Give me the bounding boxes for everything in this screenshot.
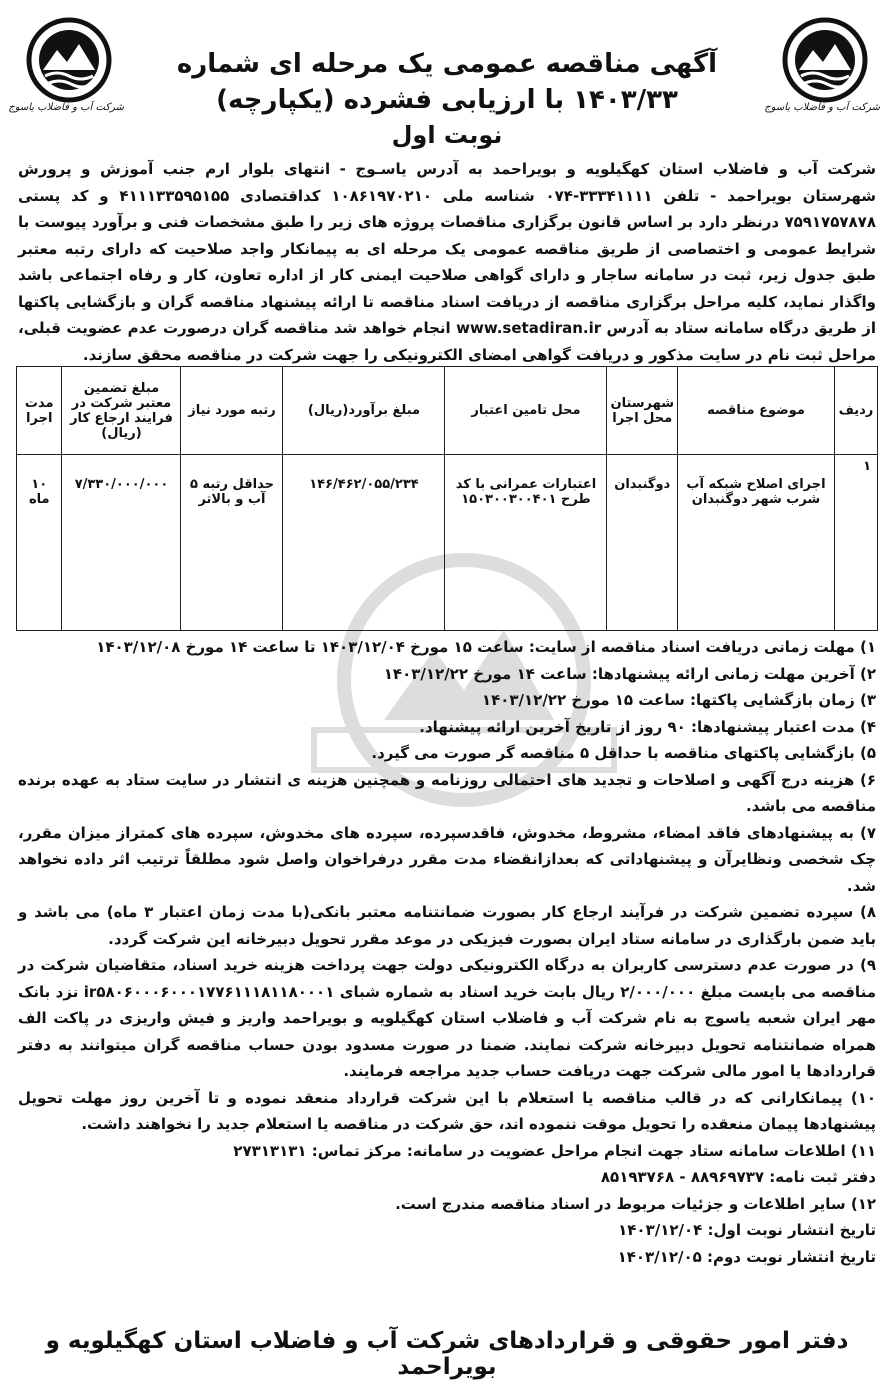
cell-duration: ۱۰ ماه [17, 455, 62, 631]
col-header-guarantee: مبلغ تضمین معتبر شرکت در فرایند ارجاع کار (ریال) [62, 367, 181, 455]
notice-subtitle: نوبت اول [391, 121, 503, 149]
term-item-2: ۲) آخرین مهلت زمانی ارائه پیشنهادها: ساعت ۱۴ مورخ ۱۴۰۳/۱۲/۲۲ [383, 664, 876, 683]
publish-date-second: تاریخ انتشار نوبت دوم: ۱۴۰۳/۱۲/۰۵ [617, 1247, 876, 1266]
term-item-7: ۷) به پیشنهادهای فاقد امضاء، مشروط، مخدوش، فاقدسپرده، سپرده های مخدوش، سپرده های کمتراز میزان مقرر، چک شخصی ونظایرآن و پیشنهاداتی که بعدازانقضاء مدت مقرر درفراخوان واصل شود مطلقاً ترتیب اثر داده نخواهد شد. [18, 823, 876, 895]
term-item-9: ۹) در صورت عدم دسترسی کاربران به درگاه الکترونیکی دولت جهت پرداخت هزینه خرید اسناد، متقاضیان شرکت در مناقصه می بایست مبلغ ۲/۰۰۰/۰۰۰ ریال بابت خرید اسناد به شماره شبای ir۵۸۰۶۰۰۰۶۰۰۰۱۷۷۶۱۱۱۸۱۱۸۰۰۰۱ نزد بانک مهر ایران شعبه یاسوج به نام شرکت آب و فاضلاب استان کهگیلویه و بویراحمد واریز و فیش واریزی در پاکت الف همراه ضمانتنامه تحویل دبیرخانه شرکت نمایند. ضمنا در صورت مسدود بودن حساب مناقصه گران میتوانند به دفتر قراردادها یا امور مالی شرکت جهت دریافت حساب جدید مراجعه فرمایند. [18, 956, 876, 1080]
term-item-1: ۱) مهلت زمانی دریافت اسناد مناقصه از سایت: ساعت ۱۵ مورخ ۱۴۰۳/۱۲/۰۴ تا ساعت ۱۴ مورخ ۱۴۰۳/۱۲/۰۸ [96, 638, 876, 656]
logo-caption: شرکت آب و فاضلاب یاسوج [764, 102, 880, 113]
cell-row-number: ۱ [835, 455, 878, 631]
term-item-11: ۱۱) اطلاعات سامانه ستاد جهت انجام مراحل عضویت در سامانه: مرکز تماس: ۲۷۳۱۳۱۳۱ [233, 1141, 876, 1160]
notice-header [134, 46, 760, 152]
col-header-row: ردیف [835, 367, 878, 455]
col-header-subject: موضوع مناقصه [678, 367, 835, 455]
col-header-duration: مدت اجرا [17, 367, 62, 455]
intro-text-part2: انجام خواهد شد مناقصه گران درصورت عدم عضویت قبلی، مراحل ثبت نام در سایت مذکور و دریافت گواهی امضای الکترونیکی را جهت شرکت در مناقصه محقق سازند. [18, 319, 876, 364]
col-header-county: شهرستان محل اجرا [607, 367, 678, 455]
cell-estimate: ۱۴۶/۴۶۲/۰۵۵/۲۳۴ [283, 455, 445, 631]
water-drop-logo-icon [21, 14, 117, 106]
website-link[interactable]: www.setadiran.ir [456, 319, 602, 337]
footer-signature: دفتر امور حقوقی و قراردادهای شرکت آب و فاضلاب استان کهگیلویه و بویراحمد [45, 1328, 849, 1380]
term-item-12: ۱۲) سایر اطلاعات و جزئیات مربوط در اسناد مناقصه مندرج است. [395, 1194, 876, 1213]
col-header-funding: محل تامین اعتبار [445, 367, 607, 455]
cell-subject: اجرای اصلاح شبکه آب شرب شهر دوگنبدان [678, 455, 835, 631]
company-logo-left [8, 14, 124, 126]
col-header-estimate: مبلغ برآورد(ریال) [283, 367, 445, 455]
intro-paragraph [18, 156, 876, 368]
water-drop-logo-icon [777, 14, 873, 106]
tender-notice-page [8, 10, 880, 1380]
cell-guarantee: ۷/۳۳۰/۰۰۰/۰۰۰ [62, 455, 181, 631]
table-header-row [17, 367, 878, 455]
intro-text-part1: شرکت آب و فاضلاب استان کهگیلویه و بویراحمد به آدرس یاسـوج - انتهای بلوار ارم جنب آموزش و پرورش شهرستان بویراحمد - تلفن ۳۳۳۴۱۱۱۱-۰۷۴ شناسه ملی ۱۰۸۶۱۹۷۰۲۱۰ کداقتصادی ۴۱۱۱۳۳۵۹۵۱۵۵ و کد پستی ۷۵۹۱۷۵۷۸۷۸ درنظر دارد بر اساس قانون برگزاری مناقصات پروژه های زیر را طبق مشخصات فنی و برآورد پیوست با شرایط عمومی و اختصاصی از طریق مناقصه عمومی یک مرحله ای به پیمانکار واجد صلاحیت که دارای رتبه معتبر طبق جدول زیر، ثبت در سامانه ساجار و دارای گواهی صلاحیت ایمنی کار از اداره تعاون، کار و رفاه اجتماعی باشد واگذار نماید، کلیه مراحل برگزاری مناقصه از دریافت اسناد مناقصه تا ارائه پیشنهاد مناقصه گران و بازگشایی پاکتها از طریق درگاه سامانه ستاد به آدرس [18, 160, 877, 337]
term-item-6: ۶) هزینه درج آگهی و اصلاحات و تجدید های احتمالی روزنامه و همچنین هزینه ی انتشار در سایت ستاد به عهده برنده مناقصه می باشد. [18, 770, 876, 815]
cell-funding: اعتبارات عمرانی با کد طرح ۱۵۰۳۰۰۳۰۰۴۰۱ [445, 455, 607, 631]
tender-table [16, 366, 878, 631]
notice-title: آگهی مناقصه عمومی یک مرحله ای شماره ۱۴۰۳/۳۳ با ارزیابی فشرده (یکپارچه) [176, 49, 718, 115]
term-item-3: ۳) زمان بازگشایی پاکتها: ساعت ۱۵ مورخ ۱۴۰۳/۱۲/۲۲ [481, 691, 876, 709]
col-header-grade: رتبه مورد نیاز [181, 367, 283, 455]
term-item-5: ۵) بازگشایی پاکتهای مناقصه با حداقل ۵ مناقصه گر صورت می گیرد. [371, 744, 876, 762]
terms-list [18, 634, 876, 1270]
term-item-4: ۴) مدت اعتبار پیشنهادها: ۹۰ روز از تاریخ آخرین ارائه پیشنهاد. [419, 717, 876, 736]
term-item-11-phones: دفتر ثبت نامه: ۸۸۹۶۹۷۳۷ - ۸۵۱۹۳۷۶۸ [600, 1168, 876, 1186]
logo-caption: شرکت آب و فاضلاب یاسوج [8, 102, 124, 113]
cell-grade: حداقل رتبه ۵ آب و بالاتر [181, 455, 283, 631]
term-item-8: ۸) سپرده تضمین شرکت در فرآیند ارجاع کار بصورت ضمانتنامه معتبر بانکی(با مدت زمان اعتبار ۳ ماه) می باشد و باید ضمن بارگذاری در سامانه ستاد ایران بصورت فیزیکی در موعد مقرر تحویل دبیرخانه این شرکت گردد. [18, 903, 876, 948]
company-logo-right [764, 14, 880, 126]
publish-date-first: تاریخ انتشار نوبت اول: ۱۴۰۳/۱۲/۰۴ [618, 1221, 876, 1239]
table-row [17, 455, 878, 631]
cell-county: دوگنبدان [607, 455, 678, 631]
term-item-10: ۱۰) پیمانکارانی که در قالب مناقصه یا استعلام با این شرکت قرارداد منعقد نموده و تا آخرین روز مهلت تحویل پیشنهادها پیمان منعقده را تحویل موقت ننموده اند، حق شرکت در مناقصه یا استعلام جدید را نخواهند داشت. [18, 1088, 876, 1133]
